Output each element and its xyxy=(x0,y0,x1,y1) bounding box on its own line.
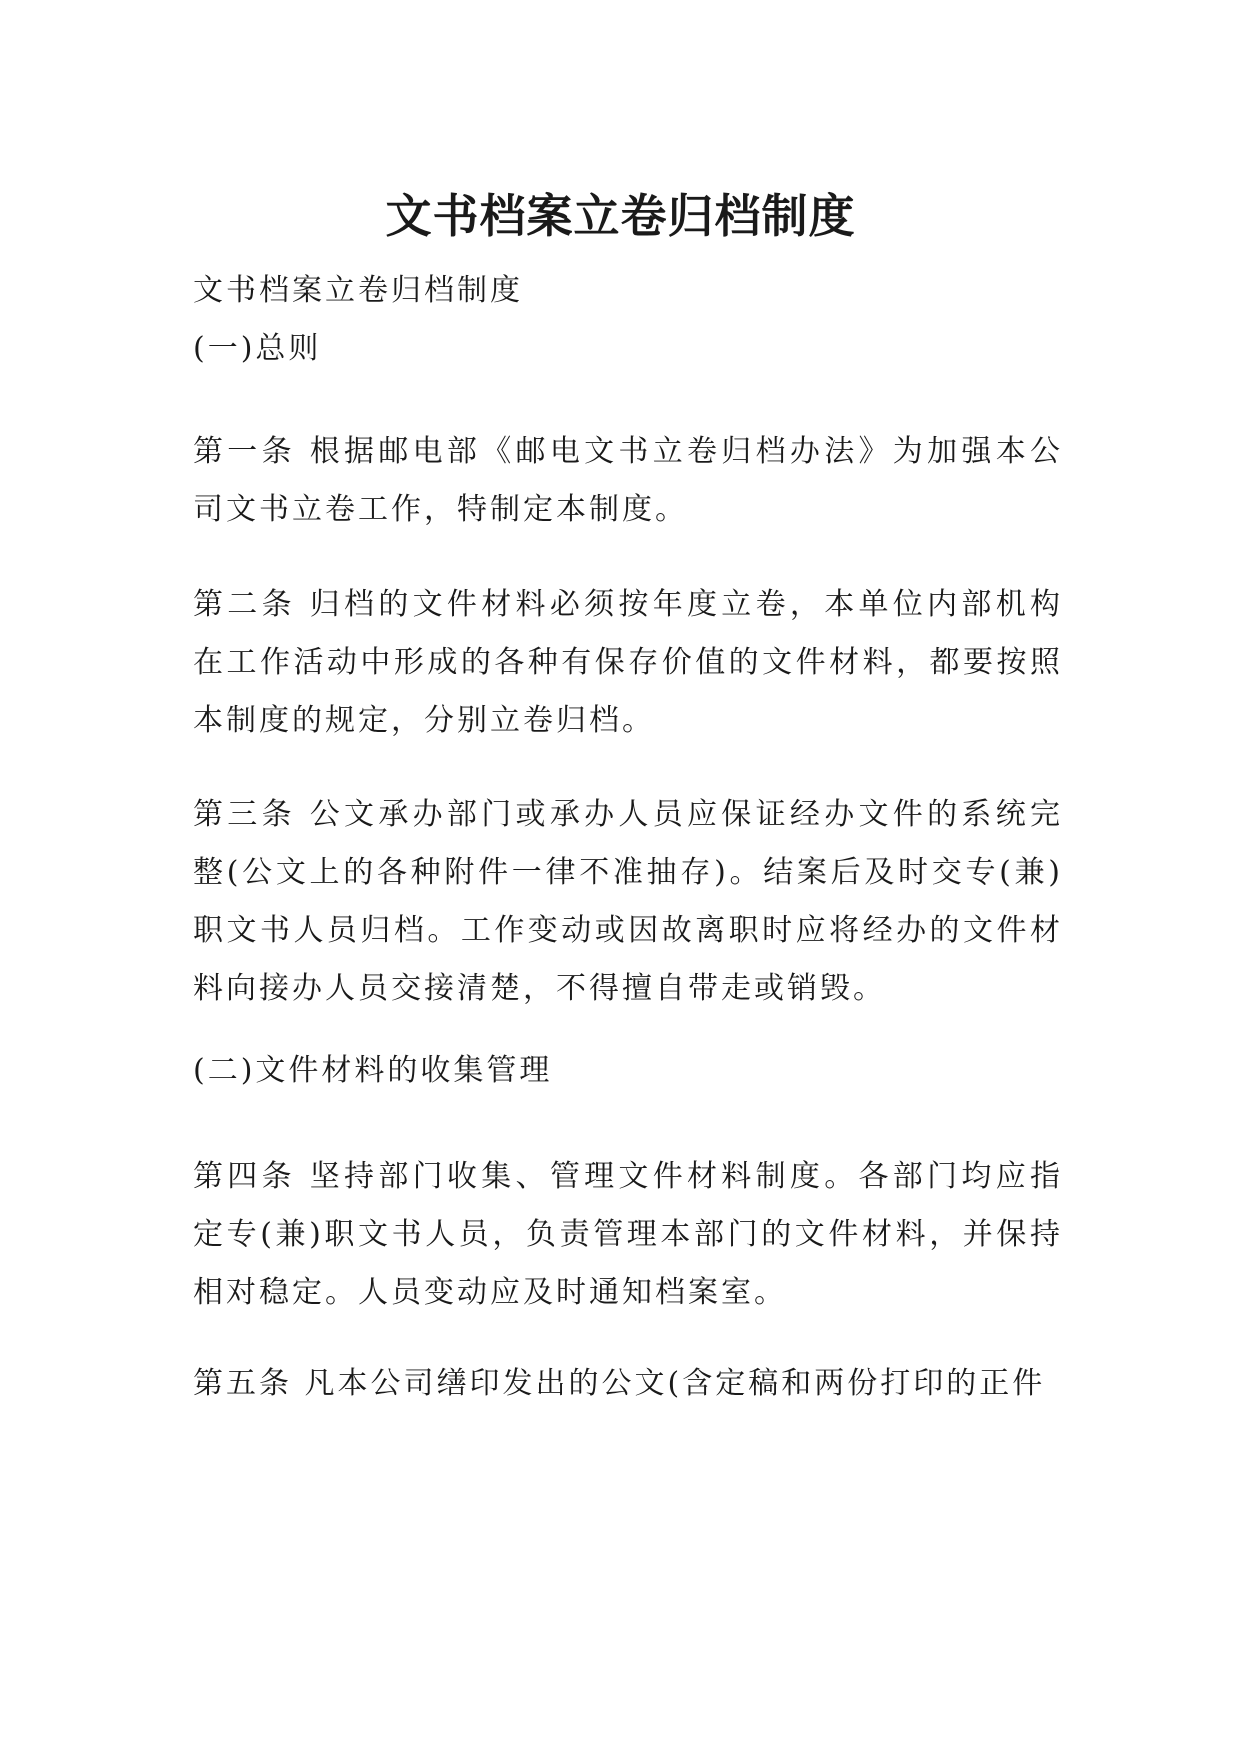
section-heading-general: (一)总则 xyxy=(193,331,322,366)
page-title: 文书档案立卷归档制度 xyxy=(385,188,856,243)
section-heading-collection: (二)文件材料的收集管理 xyxy=(193,1053,553,1088)
article-3: 第三条 公文承办部门或承办人员应保证经办文件的系统完整(公文上的各种附件一律不准抽存)。结案后及时交专(兼)职文书人员归档。工作变动或因故离职时应将经办的文件材料向接办人员交接清楚，不得擅自带走或销毁。 xyxy=(193,797,1063,1006)
subtitle-paragraph: 文书档案立卷归档制度 xyxy=(193,273,523,308)
article-2: 第二条 归档的文件材料必须按年度立卷，本单位内部机构在工作活动中形成的各种有保存价值的文件材料，都要按照本制度的规定，分别立卷归档。 xyxy=(193,587,1063,738)
article-1: 第一条 根据邮电部《邮电文书立卷归档办法》为加强本公司文书立卷工作，特制定本制度。 xyxy=(193,434,1063,527)
article-4: 第四条 坚持部门收集、管理文件材料制度。各部门均应指定专(兼)职文书人员，负责管理本部门的文件材料，并保持相对稳定。人员变动应及时通知档案室。 xyxy=(193,1159,1063,1310)
article-5: 第五条 凡本公司缮印发出的公文(含定稿和两份打印的正件 xyxy=(193,1366,1046,1401)
